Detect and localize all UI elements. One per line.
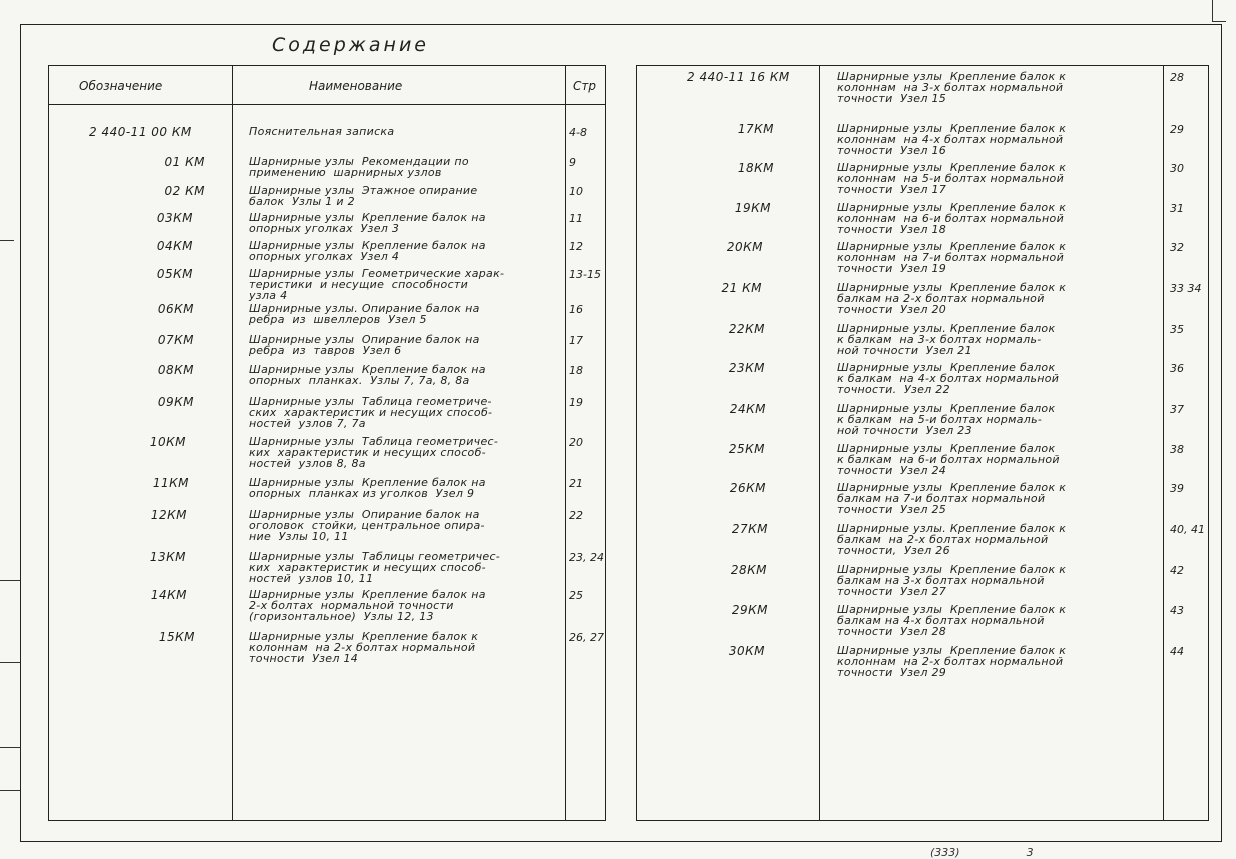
designation-cell: 02 КМ <box>164 184 205 198</box>
designation-cell: 19КМ <box>734 201 771 215</box>
designation-cell: 24КМ <box>729 402 766 416</box>
designation-cell: 23КМ <box>728 361 765 375</box>
title-cell: Шарнирные узлы. Крепление балок к балкам на 2-х болтах нормальной точности, Узел 26 <box>837 522 1067 557</box>
page-cell: 18 <box>569 364 583 377</box>
page-cell: 30 <box>1170 162 1184 175</box>
title-cell: Шарнирные узлы Крепление балок на опорных уголках Узел 4 <box>249 239 486 263</box>
designation-cell: 2 440-11 16 КМ <box>687 70 790 84</box>
designation-cell: 07КМ <box>157 333 194 347</box>
page-cell: 23, 24 <box>569 551 604 564</box>
page-cell: 10 <box>569 185 583 198</box>
title-cell: Шарнирные узлы Крепление балок на опорных планках из уголков Узел 9 <box>249 476 486 500</box>
page-cell: 31 <box>1170 202 1184 215</box>
page-cell: 43 <box>1170 604 1184 617</box>
title-cell: Шарнирные узлы Рекомендации по применению шарнирных узлов <box>249 155 469 179</box>
title-cell: Шарнирные узлы Крепление балок к балкам на 5-и болтах нормаль- ной точности Узел 23 <box>837 402 1056 437</box>
page-cell: 13-15 <box>569 268 601 281</box>
title-cell: Шарнирные узлы Крепление балок к колоннам на 2-х болтах нормальной точности Узел 14 <box>249 630 479 665</box>
designation-cell: 18КМ <box>737 161 774 175</box>
page-cell: 19 <box>569 396 583 409</box>
title-cell: Шарнирные узлы Крепление балок к балкам на 3-х болтах нормальной точности Узел 27 <box>837 563 1067 598</box>
page-cell: 4-8 <box>569 126 587 139</box>
archive-number: (333) <box>930 846 960 859</box>
designation-cell: 09КМ <box>157 395 194 409</box>
header-designation: Обозначение <box>79 79 163 93</box>
binding-mark <box>0 240 14 241</box>
title-cell: Шарнирные узлы Таблица геометриче- ских характеристик и несущих способ- ностей узлов 7, 7а <box>249 395 493 430</box>
page-cell: 35 <box>1170 323 1184 336</box>
designation-cell: 26КМ <box>729 481 766 495</box>
page-cell: 11 <box>569 212 583 225</box>
designation-cell: 17КМ <box>737 122 774 136</box>
designation-cell: 14КМ <box>150 588 187 602</box>
title-cell: Шарнирные узлы Крепление балок к балкам на 4-х болтах нормальной точности Узел 28 <box>837 603 1067 638</box>
designation-cell: 11КМ <box>152 476 189 490</box>
title-cell: Шарнирные узлы Крепление балок к колоннам на 4-х болтах нормальной точности Узел 16 <box>837 122 1067 157</box>
title-cell: Шарнирные узлы Крепление балок к колоннам на 2-х болтах нормальной точности Узел 29 <box>837 644 1067 679</box>
page-cell: 12 <box>569 240 583 253</box>
binding-mark <box>0 790 20 791</box>
page-cell: 22 <box>569 509 583 522</box>
title-cell: Шарнирные узлы Геометрические харак- теристики и несущие способности узла 4 <box>249 267 505 302</box>
page-cell: 21 <box>569 477 583 490</box>
page-cell: 26, 27 <box>569 631 604 644</box>
designation-cell: 10КМ <box>149 435 186 449</box>
sheet-number: 3 <box>1026 846 1034 859</box>
page-cell: 29 <box>1170 123 1184 136</box>
designation-cell: 01 КМ <box>164 155 205 169</box>
contents-table-right <box>636 65 1209 821</box>
title-cell: Шарнирные узлы Крепление балок к колоннам на 7-и болтах нормальной точности Узел 19 <box>837 240 1067 275</box>
page-cell: 28 <box>1170 71 1184 84</box>
binding-mark <box>0 580 20 581</box>
page-cell: 20 <box>569 436 583 449</box>
page-cell: 32 <box>1170 241 1184 254</box>
sheet-note <box>930 846 1034 859</box>
page-cell: 39 <box>1170 482 1184 495</box>
designation-cell: 12КМ <box>150 508 187 522</box>
title-cell: Шарнирные узлы Крепление балок к балкам на 6-и болтах нормальной точности Узел 24 <box>837 442 1060 477</box>
title-cell: Шарнирные узлы Крепление балок к колоннам на 6-и болтах нормальной точности Узел 18 <box>837 201 1067 236</box>
title-cell: Шарнирные узлы Этажное опирание балок Узлы 1 и 2 <box>249 184 478 208</box>
page-cell: 33 34 <box>1170 282 1202 295</box>
title-cell: Шарнирные узлы. Крепление балок к балкам на 3-х болтах нормаль- ной точности Узел 21 <box>837 322 1056 357</box>
designation-cell: 25КМ <box>728 442 765 456</box>
designation-cell: 08КМ <box>157 363 194 377</box>
title-cell: Шарнирные узлы Крепление балок к балкам на 7-и болтах нормальной точности Узел 25 <box>837 481 1067 516</box>
designation-cell: 22КМ <box>728 322 765 336</box>
page-cell: 16 <box>569 303 583 316</box>
designation-cell: 15КМ <box>158 630 195 644</box>
contents-table-left <box>48 65 606 821</box>
page-cell: 25 <box>569 589 583 602</box>
header-page: Стр <box>573 79 596 93</box>
designation-cell: 27КМ <box>731 522 768 536</box>
corner-mark <box>1212 0 1213 22</box>
designation-cell: 06КМ <box>157 302 194 316</box>
page-cell: 38 <box>1170 443 1184 456</box>
title-cell: Шарнирные узлы Крепление балок на 2-х болтах нормальной точности (горизонтальное) Узлы 12, 13 <box>249 588 486 623</box>
designation-cell: 30КМ <box>728 644 765 658</box>
title-cell: Шарнирные узлы Крепление балок к балкам на 2-х болтах нормальной точности Узел 20 <box>837 281 1067 316</box>
page-cell: 42 <box>1170 564 1184 577</box>
binding-mark <box>0 662 20 663</box>
designation-cell: 29КМ <box>731 603 768 617</box>
page-cell: 37 <box>1170 403 1184 416</box>
designation-cell: 03КМ <box>156 211 193 225</box>
designation-cell: 21 КМ <box>721 281 762 295</box>
title-cell: Шарнирные узлы Крепление балок к колоннам на 3-х болтах нормальной точности Узел 15 <box>837 70 1067 105</box>
title-cell: Шарнирные узлы Опирание балок на оголовок стойки, центральное опира- ние Узлы 10, 11 <box>249 508 485 543</box>
designation-cell: 20КМ <box>726 240 763 254</box>
title-cell: Шарнирные узлы Крепление балок к колоннам на 5-и болтах нормальной точности Узел 17 <box>837 161 1067 196</box>
designation-cell: 05КМ <box>156 267 193 281</box>
designation-cell: 28КМ <box>730 563 767 577</box>
title-cell: Шарнирные узлы Таблица геометричес- ких характеристик и несущих способ- ностей узлов 8, 8а <box>249 435 499 470</box>
binding-mark <box>0 747 20 748</box>
title-cell: Пояснительная записка <box>249 125 395 138</box>
designation-cell: 2 440-11 00 КМ <box>89 125 192 139</box>
page-cell: 44 <box>1170 645 1184 658</box>
header-name: Наименование <box>309 79 403 93</box>
document-title: Содержание <box>272 34 429 56</box>
designation-cell: 04КМ <box>156 239 193 253</box>
page-cell: 36 <box>1170 362 1184 375</box>
corner-mark <box>1212 21 1226 22</box>
title-cell: Шарнирные узлы Таблицы геометричес- ких характеристик и несущих способ- ностей узлов 10, 11 <box>249 550 501 585</box>
title-cell: Шарнирные узлы Опирание балок на ребра из тавров Узел 6 <box>249 333 480 357</box>
title-cell: Шарнирные узлы Крепление балок на опорных уголках Узел 3 <box>249 211 486 235</box>
title-cell: Шарнирные узлы Крепление балок к балкам на 4-х болтах нормальной точности. Узел 22 <box>837 361 1060 396</box>
title-cell: Шарнирные узлы. Опирание балок на ребра из швеллеров Узел 5 <box>249 302 480 326</box>
page-cell: 40, 41 <box>1170 523 1205 536</box>
page-cell: 17 <box>569 334 583 347</box>
page-cell: 9 <box>569 156 576 169</box>
designation-cell: 13КМ <box>149 550 186 564</box>
title-cell: Шарнирные узлы Крепление балок на опорных планках. Узлы 7, 7а, 8, 8а <box>249 363 486 387</box>
